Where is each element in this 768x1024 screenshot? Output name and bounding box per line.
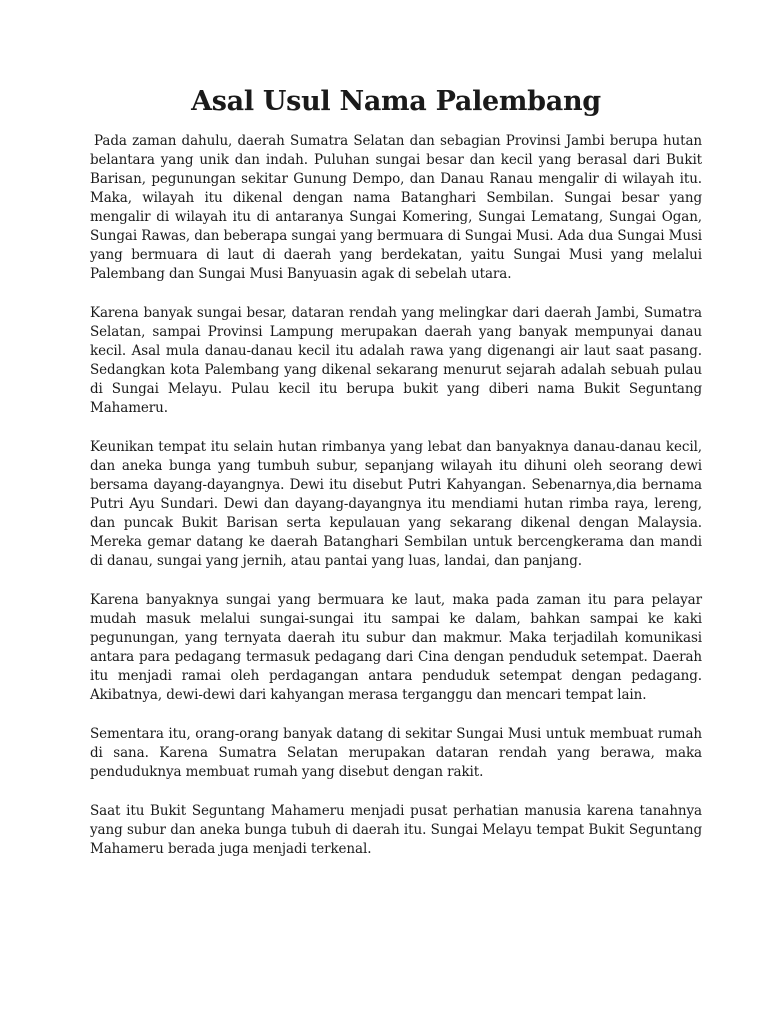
paragraph-1: Pada zaman dahulu, daerah Sumatra Selatan dan sebagian Provinsi Jambi berupa hutan belantara yang unik dan indah. Puluhan sungai besar dan kecil yang berasal dari Bukit Barisan, pegunungan sekitar Gunung Dempo, dan Danau Ranau mengalir di wilayah itu. Maka, wilayah itu dikenal dengan nama Batanghari Sembilan. Sungai besar yang mengalir di wilayah itu di antaranya Sungai Komering, Sungai Lematang, Sungai Ogan, Sungai Rawas, dan beberapa sungai yang bermuara di Sungai Musi. Ada dua Sungai Musi yang bermuara di laut di daerah yang berdekatan, yaitu Sungai Musi yang melalui Palembang dan Sungai Musi Banyuasin agak di sebelah utara. [90,133,702,283]
paragraph-3: Keunikan tempat itu selain hutan rimbanya yang lebat dan banyaknya danau-danau kecil, dan aneka bunga yang tumbuh subur, sepanjang wilayah itu dihuni oleh seorang dewi bersama dayang-dayangnya. Dewi itu disebut Putri Kahyangan. Sebenarnya,dia bernama Putri Ayu Sundari. Dewi dan dayang-dayangnya itu mendiami hutan rimba raya, lereng, dan puncak Bukit Barisan serta kepulauan yang sekarang dikenal dengan Malaysia. Mereka gemar datang ke daerah Batanghari Sembilan untuk bercengkerama dan mandi di danau, sungai yang jernih, atau pantai yang luas, landai, dan panjang. [90,439,702,570]
paragraph-5: Sementara itu, orang-orang banyak datang di sekitar Sungai Musi untuk membuat rumah di sana. Karena Sumatra Selatan merupakan dataran rendah yang berawa, maka penduduknya membuat rumah yang disebut dengan rakit. [90,726,702,781]
document-title: Asal Usul Nama Palembang [191,86,601,117]
paragraph-4: Karena banyaknya sungai yang bermuara ke laut, maka pada zaman itu para pelayar mudah masuk melalui sungai-sungai itu sampai ke dalam, bahkan sampai ke kaki pegunungan, yang ternyata daerah itu subur dan makmur. Maka terjadilah komunikasi antara para pedagang termasuk pedagang dari Cina dengan penduduk setempat. Daerah itu menjadi ramai oleh perdagangan antara penduduk setempat dengan pedagang. Akibatnya, dewi-dewi dari kahyangan merasa terganggu dan mencari tempat lain. [90,592,702,704]
document-page [90,86,702,879]
paragraph-6: Saat itu Bukit Seguntang Mahameru menjadi pusat perhatian manusia karena tanahnya yang subur dan aneka bunga tubuh di daerah itu. Sungai Melayu tempat Bukit Seguntang Mahameru berada juga menjadi terkenal. [90,803,702,858]
paragraph-2: Karena banyak sungai besar, dataran rendah yang melingkar dari daerah Jambi, Sumatra Selatan, sampai Provinsi Lampung merupakan daerah yang banyak mempunyai danau kecil. Asal mula danau-danau kecil itu adalah rawa yang digenangi air laut saat pasang. Sedangkan kota Palembang yang dikenal sekarang menurut sejarah adalah sebuah pulau di Sungai Melayu. Pulau kecil itu berupa bukit yang diberi nama Bukit Seguntang Mahameru. [90,305,702,417]
